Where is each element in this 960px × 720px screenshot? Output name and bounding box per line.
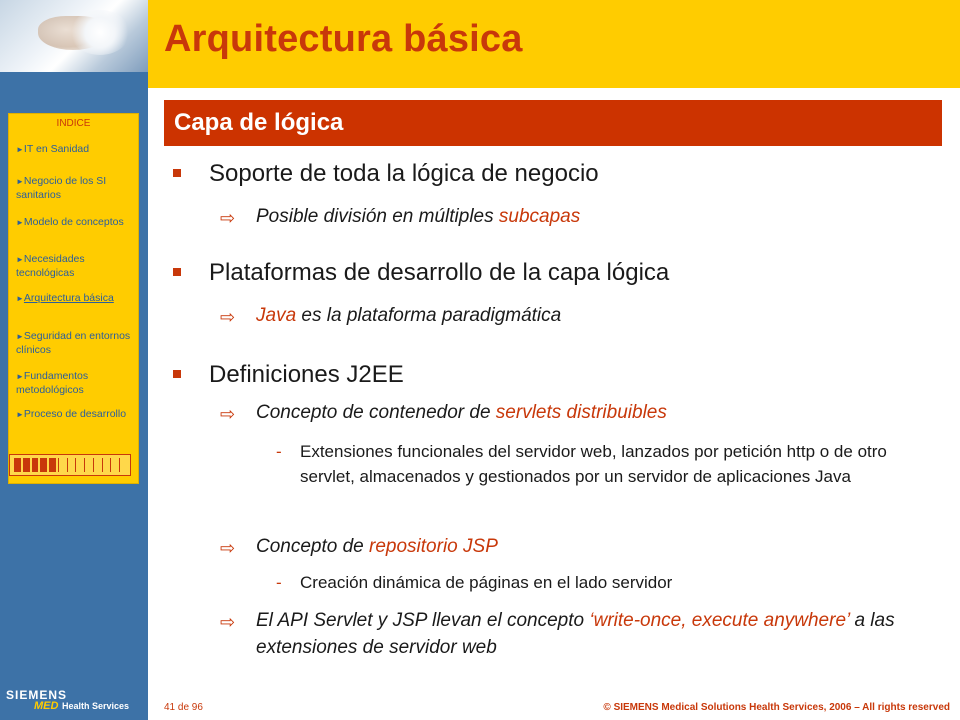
progress-segment [32, 458, 39, 472]
progress-segment [93, 458, 100, 472]
progress-segment [49, 458, 56, 472]
triangle-right-icon: ► [16, 294, 24, 303]
index-item-proceso[interactable]: ►Proceso de desarrollo [16, 408, 127, 420]
progress-segment [58, 458, 65, 472]
square-bullet-icon [173, 370, 181, 378]
section-title: Capa de lógica [174, 109, 344, 136]
square-bullet-icon [173, 169, 181, 177]
bullet-3: Definiciones J2EE [209, 361, 404, 389]
hollow-arrow-icon: ⇨ [220, 208, 236, 228]
progress-segment [102, 458, 109, 472]
section-bar [164, 100, 942, 146]
triangle-right-icon: ► [16, 410, 24, 419]
triangle-right-icon: ► [16, 255, 24, 264]
bullet-3-sub-2-detail: - Creación dinámica de páginas en el lado servidor [300, 570, 920, 595]
dash-bullet-icon: - [276, 442, 282, 461]
hollow-arrow-icon: ⇨ [220, 538, 236, 558]
hollow-arrow-icon: ⇨ [220, 612, 236, 632]
light-glow-image [70, 10, 130, 55]
index-item-necesidades[interactable]: ►Necesidades tecnológicas [16, 253, 85, 279]
progress-segment [14, 458, 21, 472]
triangle-right-icon: ► [16, 177, 24, 186]
triangle-right-icon: ► [16, 145, 24, 154]
header-photo [0, 0, 148, 72]
bullet-1-sub: ⇨ Posible división en múltiples subcapas [256, 203, 916, 230]
bullet-3-sub-3: ⇨ El API Servlet y JSP llevan el concepto ‘write-once, execute anywhere’ a las extensiones de servidor web [220, 610, 895, 658]
progress-segment [119, 458, 126, 472]
progress-indicator [9, 454, 131, 476]
dash-bullet-icon: - [276, 573, 282, 592]
siemens-logo: SIEMENS MED Health Services [6, 688, 130, 712]
bullet-2-sub: ⇨ Java es la plataforma paradigmática [256, 302, 916, 329]
index-header: INDICE [56, 118, 91, 129]
index-item-negocio[interactable]: ►Negocio de los SI sanitarios [16, 175, 107, 201]
progress-segment [23, 458, 30, 472]
progress-segment [84, 458, 91, 472]
progress-segment [75, 458, 82, 472]
hollow-arrow-icon: ⇨ [220, 404, 236, 424]
index-item-modelo[interactable]: ►Modelo de conceptos [16, 216, 124, 228]
index-item-seguridad[interactable]: ►Seguridad en entornos clínicos [16, 330, 131, 356]
bullet-3-sub-2: ⇨ Concepto de repositorio JSP [256, 533, 916, 560]
triangle-right-icon: ► [16, 218, 24, 227]
slide-title: Arquitectura básica [164, 18, 523, 60]
bullet-3-sub-1-detail: - Extensiones funcionales del servidor web, lanzados por petición http o de otro servlet, almacenados y gestionados por un servidor de aplicaciones Java [300, 439, 920, 489]
bullet-3-sub-1: ⇨ Concepto de contenedor de servlets distribuibles [256, 399, 916, 426]
triangle-right-icon: ► [16, 332, 24, 341]
bullet-2: Plataformas de desarrollo de la capa lógica [209, 259, 669, 287]
hollow-arrow-icon: ⇨ [220, 307, 236, 327]
index-item-fundamentos[interactable]: ►Fundamentos metodológicos [16, 370, 89, 396]
page-number: 41 de 96 [164, 702, 203, 713]
copyright-notice: © SIEMENS Medical Solutions Health Services, 2006 – All rights reserved [603, 702, 950, 713]
bullet-1: Soporte de toda la lógica de negocio [209, 160, 599, 188]
square-bullet-icon [173, 268, 181, 276]
progress-segment [110, 458, 117, 472]
index-item-arquitectura[interactable]: ►Arquitectura básica [16, 292, 114, 304]
triangle-right-icon: ► [16, 372, 24, 381]
progress-segment [67, 458, 74, 472]
progress-segment [40, 458, 47, 472]
index-item-it-sanidad[interactable]: ►IT en Sanidad [16, 143, 90, 155]
